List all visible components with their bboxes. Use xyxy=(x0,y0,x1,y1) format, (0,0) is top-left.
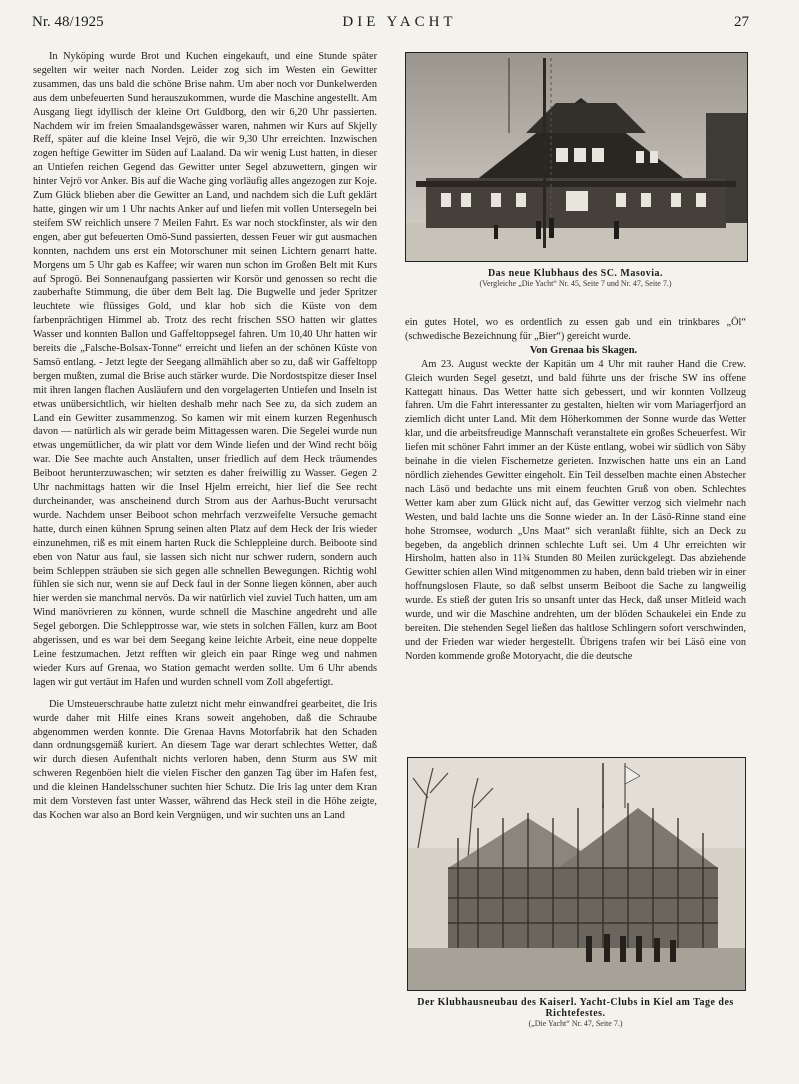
left-column xyxy=(33,50,377,823)
caption-title: Das neue Klubhaus des SC. Masovia. xyxy=(487,268,664,279)
magazine-title: DIE YACHT xyxy=(342,14,457,30)
caption-title: Der Klubhausneubau des Kaiserl. Yacht-Clubs in Kiel am Tage des Richtefestes. xyxy=(417,997,734,1019)
issue-number: Nr. 48/1925 xyxy=(32,14,104,30)
paragraph: Die Umsteuerschraube hatte zuletzt nicht mehr einwandfrei gearbeitet, die Iris wurde daher mit Hilfe eines Krans soweit angehoben, daß die Schraube abgenommen werden konnte. Die Grenaa Havns Motorfabrik hat den Schaden dann ordnungsgemäß kuriert. An diesem Tage war derart schlechtes Wetter, daß wir durch diesen Aufenthalt nichts verloren haben, denn Sturm aus SW mit schweren Regenböen hielt die vielen Fischer den ganzen Tag über im Hafen fest, und die kleinen Handelsschuner suchten hier Schutz. Die Iris lag unter dem Kran mit dem Vorsteven fast unter Wasser, während das Heck steil in die Höhe zeigte, das Kochen war also an Bord kein Vergnügen, und wir suchten uns an Land xyxy=(33,698,377,821)
photo-caption xyxy=(405,268,746,288)
right-column xyxy=(405,316,746,664)
caption-note: (Vergleiche „Die Yacht“ Nr. 45, Seite 7 und Nr. 47, Seite 7.) xyxy=(479,279,672,288)
page-number: 27 xyxy=(734,14,749,30)
paragraph: Am 23. August weckte der Kapitän um 4 Uhr mit rauher Hand die Crew. Gleich wurden Segel gesetzt, und bald führte uns der frische SW ins offene Kattegatt hinaus. Das Wetter hatte sich gebessert, und wir konnten Vollzeug fahren. Um die Fahrt interessanter zu gestalten, hielten wir vom Mariagerfjord an ziemlich dicht unter Land. Mit dem Höherkommen der Sonne wurde das Wetter klar, und die arbeitsfreudige Mannschaft veranstaltete ein großes Scheuerfest. Wir liefen mit schöner Fahrt immer an der Küste entlang, wobei wir südlich von Säby beinahe in die vielen Fischernetze gerieten. Inzwischen hatte uns ein an Land nördlich ziehendes Gewitter eingeholt. Ein Teil desselben machte einen Abstecher nach Läsö und bedachte uns mit einem feuchten Gruß von oben. Schlechtes Wetter kam aber zum Glück nicht auf, das Gewitter verzog sich vielmehr nach Westen, und bald lachte uns die Sonne wieder an. In der Läsö-Rinne stand eine hohe Stromsee, wodurch „Uns Maat“ sich veranlaßt fühlte, sich an Deck zu begeben, da angeblich drinnen schlechte Luft sei. Um 4 Uhr erreichten wir Hirsholm, hatten also in 11¾ Stunden 80 Meilen zurückgelegt. Das abziehende Gewitter schien allen Wind mitgenommen zu haben, denn bald trieben wir in einer hoffnungslosen Flaute, so daß selbst unserm Beiboot die Sache zu langweilig wurde. Es stieß der guten Iris so unsanft unter das Heck, daß unser Mitleid wach wurde, und wir die Maschine andrehten, um der blöden Schaukelei ein Ende zu bereiten. Die stehenden Segel ließen das haltlose Schlingern sofort verschwinden, und der Frieden war wieder hergestellt. Übrigens trafen wir bei Läsö eine von Norden kommende große Motoryacht, die die deutsche xyxy=(405,358,746,662)
photo-caption xyxy=(405,997,746,1028)
paragraph: In Nyköping wurde Brot und Kuchen eingekauft, und eine Stunde später segelten wir weiter nach Norden. Leider zog sich im Westen ein Gewitter zusammen, das uns bald die schöne Brise nahm. Um aber noch vor Dunkelwerden aus dem unbefeuerten Sund herauszukommen, wurde die Maschine angestellt. Am Ausgang liegt idyllisch der kleine Ort Guldborg, den wir 6,20 Uhr passierten. Nachdem wir im freien Smaalandsgewässer waren, nahmen wir Kurs auf Skjelly Reff, später auf die kleine Insel Vejrö, die wir 9,30 Uhr erreichten. Inzwischen zogen heftige Gewitter im Süden auf Laaland. Da wir wenig Lust hatten, in dieser an Untiefen reichen Gegend das Gewitter unter Segel abzuwettern, gingen wir hinter Vejrö vor Anker. Bis auf die Wache ging vorläufig alles angezogen zur Koje. Zum Glück blieben aber die Gewitter an Land, und nachdem sich die Luft geklärt hatte, gingen wir um 1 Uhr nachts Anker auf und liefen mit vollen Untersegeln bei steifem SW reichlich unsere 7 Meilen Fahrt. Es war noch stockfinster, als wir den engen, aber gut befeuerten Omö-Sund passierten, dessen Feuer wir gut ausmachen konnten, nachdem uns erst ein Motorschuner mit seinen Lichtern genarrt hatte. Morgens um 5 Uhr gab es Kaffee; wir waren nun schon im Großen Belt mit Kurs auf Sprogö. Bei Sonnenaufgang passierten wir Korsör und genossen so recht die zauberhafte Stimmung, die über dem Belt lag. Die Bugwelle und jeder Spritzer leuchtete wie flüssiges Gold, und klar hob sich die Küste von dem farbenprächtigen Himmel ab. Trotz des recht frischen SSO hatten wir glattes Wasser und konnten Ballon und Gaffeltoppsegel fahren. Um 10,40 Uhr hatten wir bereits die „Falsche-Bolsax-Tonne“ erreicht und liefen an der schönen Küste von Samsö entlang. - Jetzt legte der Seegang allmählich aber so zu, daß wir Gaffeltopp bergen mußten, zumal die Brise auch stärker wurde. Die Nordostspitze dieser Insel mit ihren langen flachen Ausläufern und den vorgelagerten Untiefen und Inseln ist etwas unübersichtlich, wir hielten deshalb mehr nach See zu, da sich zudem an Land ein Gewitter zusammenzog. So kamen wir mit einem kurzen Regenhusch davon — natürlich als wir gerade beim Mittagessen waren. Die Segelei wurde nun etwas ungemütlicher, da wir platt vor dem Winde liefen und der Wind recht böig war. Die See machte auch Anstalten, unser friedlich auf dem Heck träumendes Beiboot herunterzuwaschen; wir setzten es daher freiwillig zu Wasser. Gegen 2 Uhr nachmittags hatten wir die Insel Hjelm erreicht, hier lief die See recht durcheinander, was anscheinend durch Strom aus der Aarhus-Bucht verursacht wurde. Nachdem unser Beiboot schon mehrfach verzweifelte Versuche gemacht hatte, durch einen kühnen Sprung seinen alten Platz auf dem Heck der Iris wieder einzunehmen, riß es mit einem harten Ruck die Schleppleine durch. Beiboote sind eben von Natur aus faul, sie lassen sich nicht nur schwer rudern, sondern auch beim Schleppen sträuben sie sich gegen alle schnellen Bewegungen. Richtig wohl fühlen sie sich nur, wenn sie auf Deck faul in der Sonne liegen können, aber auch hier werden sie manchmal nervös. Da wir natürlich viel zuviel Tuch hatten, um am Wind manövrieren zu können, wurde schnell die Maschine angedreht und alle Segel geborgen. Die Schlepptrosse war, wie stets in solchen Fällen, kurz am Boot abgerissen, und es war bei dem Seegang keine leichte Arbeit, eine neue doppelte Leine festzumachen. Jetzt refften wir gleich ein paar Ringe weg und nahmen wieder Kurs auf Grenaa, wo Station gemacht werden sollte. Um 6 Uhr abends lagen wir gut vertäut im Hafen und wurden schnell vom Zoll abgefertigt. xyxy=(33,51,377,688)
section-heading: Von Grenaa bis Skagen. xyxy=(529,344,638,356)
construction-photo xyxy=(407,757,746,991)
caption-note: („Die Yacht“ Nr. 47, Seite 7.) xyxy=(528,1019,623,1028)
paragraph: ein gutes Hotel, wo es ordentlich zu essen gab und ein trinkbares „Öl“ (schwedische Bezeichnung für „Bier“) gereicht wurde. xyxy=(405,317,746,342)
page-header xyxy=(0,14,799,34)
clubhouse-photo xyxy=(405,52,748,262)
